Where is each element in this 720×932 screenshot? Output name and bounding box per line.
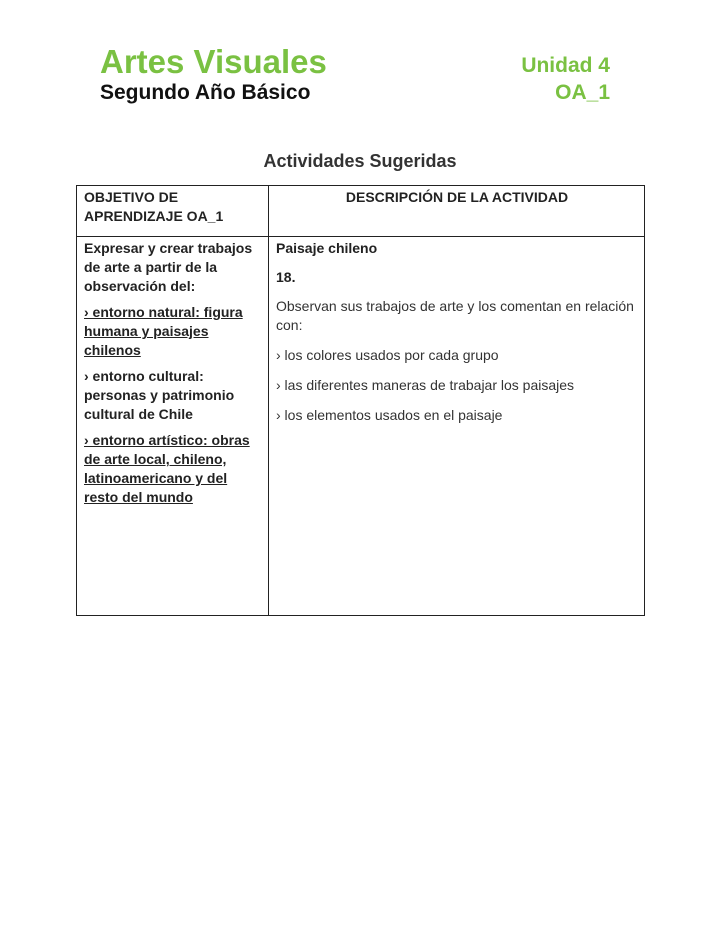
activity-number: 18.: [276, 269, 296, 285]
table-row: [77, 237, 645, 616]
objective-intro: Expresar y crear trabajos de arte a partir de la observación del:: [84, 240, 253, 294]
oa-label: OA_1: [555, 81, 610, 104]
subject-title: Artes Visuales: [100, 43, 327, 80]
section-title: Actividades Sugeridas: [263, 151, 457, 171]
grade-subtitle: Segundo Año Básico: [100, 81, 311, 104]
activity-intro: Observan sus trabajos de arte y los comentan en relación con:: [276, 298, 634, 333]
document-header: [100, 42, 610, 112]
objective-item-artistic: › entorno artístico: obras de arte local, chileno, latinoamericano y del resto del mundo: [84, 432, 250, 505]
objective-item-cultural: › entorno cultural: personas y patrimonio cultural de Chile: [84, 368, 235, 422]
unit-label: Unidad 4: [521, 54, 610, 77]
objective-item-natural: › entorno natural: figura humana y paisajes chilenos: [84, 304, 243, 358]
description-header: DESCRIPCIÓN DE LA ACTIVIDAD: [269, 186, 645, 237]
activity-item-colors: › los colores usados por cada grupo: [276, 347, 499, 363]
activity-item-elements: › los elementos usados en el paisaje: [276, 407, 503, 423]
objective-cell: [77, 237, 269, 616]
objective-header: OBJETIVO DE APRENDIZAJE OA_1: [77, 186, 269, 237]
activity-table: [76, 185, 645, 616]
activity-item-ways: › las diferentes maneras de trabajar los paisajes: [276, 377, 575, 393]
table-header-row: [77, 186, 645, 237]
activity-cell: [269, 237, 645, 616]
activity-title: Paisaje chileno: [276, 240, 378, 256]
